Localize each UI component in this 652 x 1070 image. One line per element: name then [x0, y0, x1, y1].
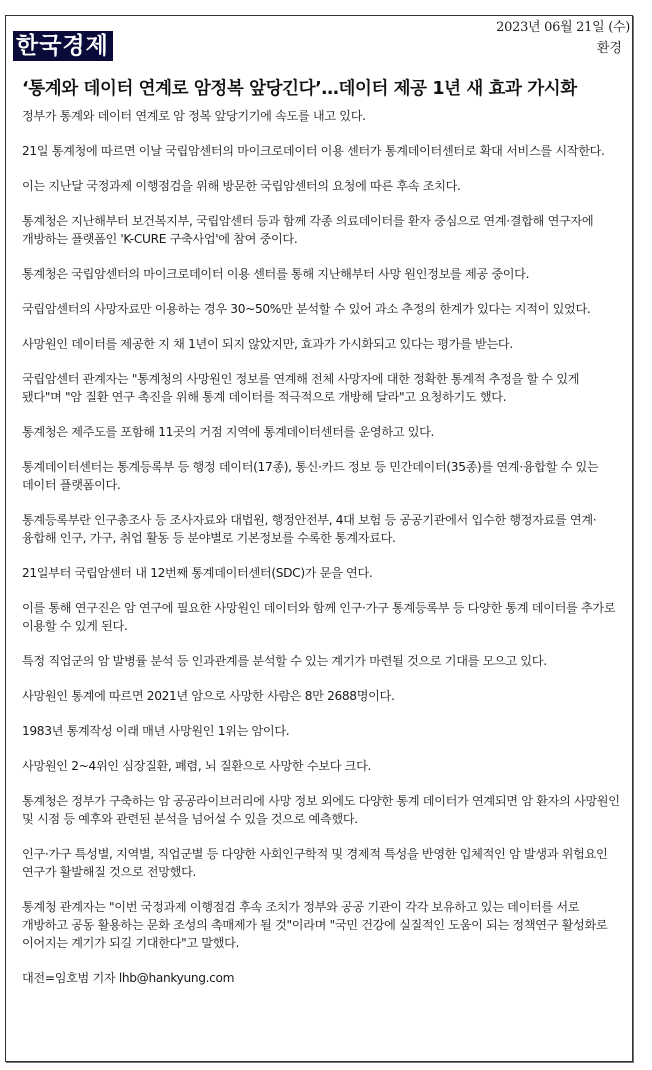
- article-paragraph: 인구·가구 특성별, 지역별, 직업군별 등 다양한 사회인구학적 및 경제적 특성을 반영한 입체적인 암 발생과 위험요인 연구가 활발해질 것으로 전망했다.: [22, 847, 608, 879]
- article-headline: ‘통계와 데이터 연계로 암정복 앞당긴다’…데이터 제공 1년 새 효과 가시화: [22, 79, 577, 99]
- article-paragraph: 21일부터 국립암센터 내 12번째 통계데이터센터(SDC)가 문을 연다.: [22, 566, 373, 580]
- article-paragraph: 특정 직업군의 암 발병률 분석 등 인과관계를 분석할 수 있는 계기가 마련될 것으로 기대를 모으고 있다.: [22, 654, 547, 668]
- article-body: [22, 107, 622, 987]
- article-paragraph: 사망원인 통계에 따르면 2021년 암으로 사망한 사람은 8만 2688명이다.: [22, 689, 395, 703]
- article-byline: 대전=임호범 기자 lhb@hankyung.com: [22, 971, 235, 985]
- publisher-logo: 한국경제: [13, 31, 113, 61]
- article-paragraph: 통계청 관계자는 "이번 국정과제 이행점검 후속 조치가 정부와 공공 기관이 각각 보유하고 있는 데이터를 서로 개방하고 공동 활용하는 문화 조성의 촉매제가 될 것"이라며 "국민 건강에 실질적인 도움이 되는 정책연구 활성화로 이어지는 계기가 되길 기대한다"고 말했다.: [22, 900, 608, 950]
- article-paragraph: 통계청은 정부가 구축하는 암 공공라이브러리에 사망 정보 외에도 다양한 통계 데이터가 연계되면 암 환자의 사망원인 및 시점 등 예후와 관련된 분석을 넘어설 수 있을 것으로 예측했다.: [22, 794, 620, 826]
- article-paragraph: 사망원인 데이터를 제공한 지 채 1년이 되지 않았지만, 효과가 가시화되고 있다는 평가를 받는다.: [22, 337, 513, 351]
- article-paragraph: 이는 지난달 국정과제 이행점검을 위해 방문한 국립암센터의 요청에 따른 후속 조치다.: [22, 179, 461, 193]
- article-paragraph: 통계데이터센터는 통계등록부 등 행정 데이터(17종), 통신·카드 정보 등 민간데이터(35종)를 연계·융합할 수 있는 데이터 플랫폼이다.: [22, 460, 599, 492]
- article-paragraph: 통계등록부란 인구총조사 등 조사자료와 대법원, 행정안전부, 4대 보험 등 공공기관에서 입수한 행정자료를 연계·융합해 인구, 가구, 취업 활동 등 분야별로 기본정보를 수록한 통계자료다.: [22, 513, 597, 545]
- publication-date: 2023년 06월 21일 (수): [496, 20, 630, 35]
- article-paragraph: 통계청은 국립암센터의 마이크로데이터 이용 센터를 통해 지난해부터 사망 원인정보를 제공 중이다.: [22, 267, 530, 281]
- article-paragraph: 사망원인 2~4위인 심장질환, 폐렴, 뇌 질환으로 사망한 수보다 크다.: [22, 759, 372, 773]
- article-paragraph: 이를 통해 연구진은 암 연구에 필요한 사망원인 데이터와 함께 인구·가구 통계등록부 등 다양한 통계 데이터를 추가로 이용할 수 있게 된다.: [22, 601, 616, 633]
- article-paragraph: 21일 통계청에 따르면 이날 국립암센터의 마이크로데이터 이용 센터가 통계데이터센터로 확대 서비스를 시작한다.: [22, 144, 605, 158]
- article-paragraph: 1983년 통계작성 이래 매년 사망원인 1위는 암이다.: [22, 724, 290, 738]
- article-paragraph: 국립암센터의 사망자료만 이용하는 경우 30~50%만 분석할 수 있어 과소 추정의 한계가 있다는 지적이 있었다.: [22, 302, 591, 316]
- article-paragraph: 정부가 통계와 데이터 연계로 암 정복 앞당기기에 속도를 내고 있다.: [22, 109, 366, 123]
- section-label: 환경: [596, 41, 622, 56]
- article-paragraph: 통계청은 지난해부터 보건복지부, 국립암센터 등과 함께 각종 의료데이터를 환자 중심으로 연계·결합해 연구자에 개방하는 플랫폼인 'K-CURE 구축사업'에 참여 중이다.: [22, 214, 594, 246]
- article-paragraph: 통계청은 제주도를 포함해 11곳의 거점 지역에 통계데이터센터를 운영하고 있다.: [22, 425, 435, 439]
- article-paragraph: 국립암센터 관계자는 "통계청의 사망원인 정보를 연계해 전체 사망자에 대한 정확한 통계적 추정을 할 수 있게 됐다"며 "암 질환 연구 촉진을 위해 통계 데이터를 적극적으로 개방해 달라"고 요청하기도 했다.: [22, 372, 580, 404]
